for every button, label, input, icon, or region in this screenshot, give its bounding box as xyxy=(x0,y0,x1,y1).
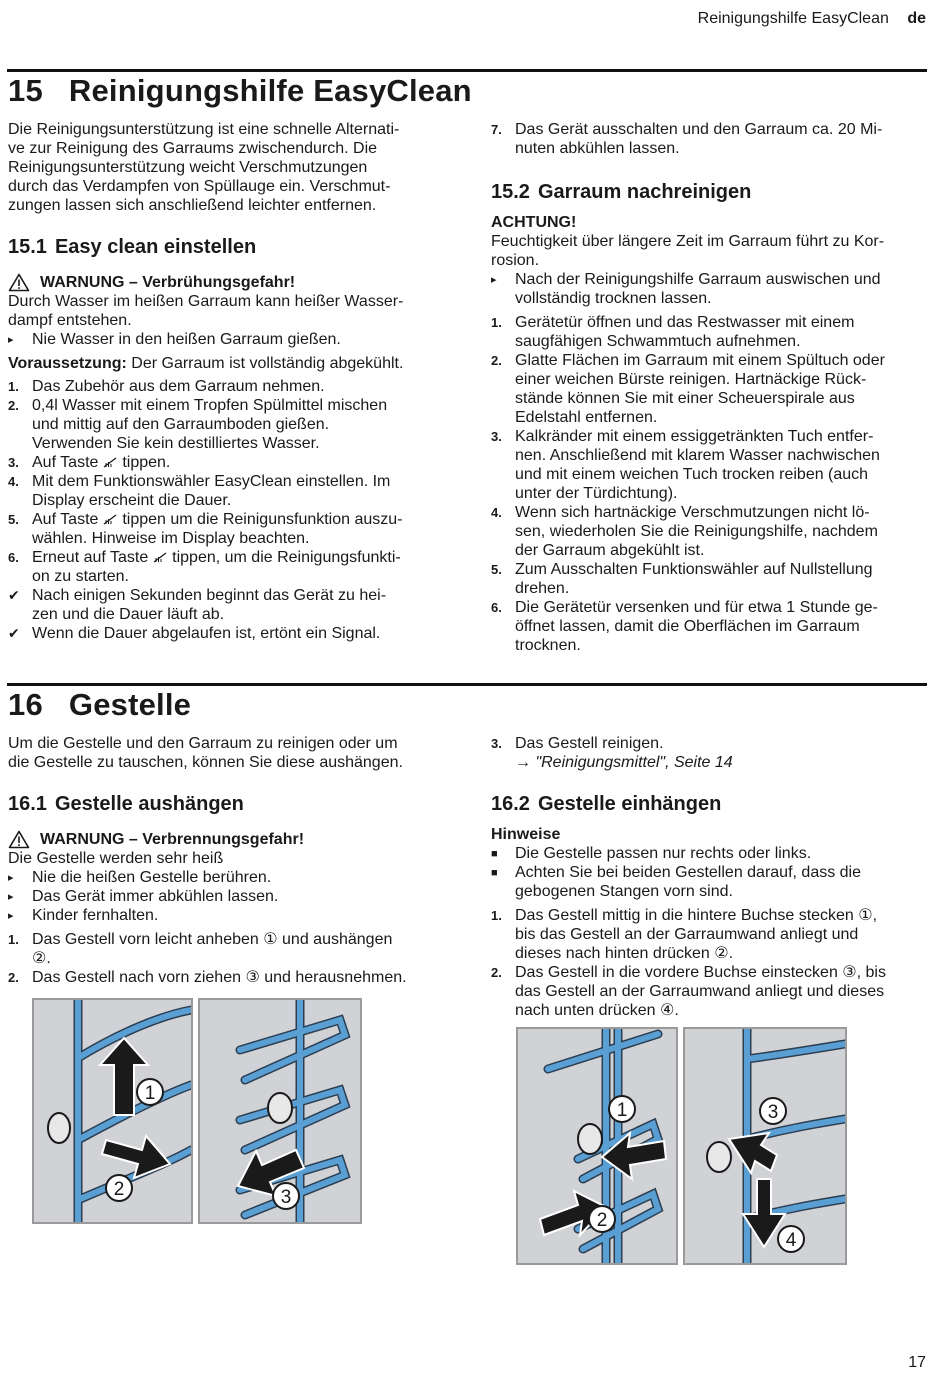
figure-callout: 2 xyxy=(596,1210,608,1231)
bullet-arrow-icon: ▸ xyxy=(8,891,14,903)
intro-line: die Gestelle zu tauschen, können Sie diese aushängen. xyxy=(8,754,403,771)
chapter-title: Gestelle xyxy=(68,687,192,722)
section-number: 15.2 xyxy=(491,181,530,203)
bullet-square-icon: ■ xyxy=(491,867,498,879)
step-text: nach unten drücken ④. xyxy=(515,1002,679,1019)
step-text: Auf Taste xyxy=(32,454,99,471)
note-item xyxy=(491,863,927,901)
warning-triangle-icon xyxy=(8,273,30,292)
chapter-number: 15 xyxy=(8,73,43,108)
step-text: Das Gerät ausschalten und den Garraum ca. 20 Mi- xyxy=(515,121,883,138)
step-text: das Gestell an der Garraumwand anliegt und dieses xyxy=(515,983,885,1000)
chapter-number: 16 xyxy=(8,687,43,722)
note-text: Die Gestelle passen nur rechts oder links. xyxy=(515,845,812,862)
warning-instruction xyxy=(8,887,448,906)
step-item xyxy=(8,510,448,548)
section-title: Gestelle aushängen xyxy=(54,793,244,815)
rack-removal-figure-lift xyxy=(32,998,193,1224)
section-title: Easy clean einstellen xyxy=(54,236,257,258)
chapter-16-heading xyxy=(8,687,191,723)
step-list xyxy=(491,906,927,1020)
instruction-text: Das Gerät immer abkühlen lassen. xyxy=(32,888,279,905)
bullet-arrow-icon: ▸ xyxy=(491,274,497,286)
step-item xyxy=(491,598,927,655)
step-text: nuten abkühlen lassen. xyxy=(515,140,680,157)
step-text: Gerätetür öffnen und das Restwasser mit einem xyxy=(515,314,855,331)
checkmark-icon: ✔ xyxy=(8,625,20,641)
section-16-1-heading xyxy=(8,792,448,816)
rack-install-figure-rear xyxy=(516,1027,678,1265)
warning-triangle-icon xyxy=(8,830,30,849)
step-text: Erneut auf Taste xyxy=(32,549,149,566)
figure-callout: 4 xyxy=(785,1230,797,1251)
step-text: Das Gestell in die vordere Buchse einstecken ③, bis xyxy=(515,964,886,981)
step-item xyxy=(8,396,448,453)
ch15-left-column xyxy=(8,120,448,643)
section-15-2-heading xyxy=(491,180,927,204)
ch16-right-column xyxy=(491,734,927,1020)
step-text: ②. xyxy=(32,950,51,967)
figure-callout: 2 xyxy=(113,1179,125,1200)
step-number: 5. xyxy=(8,512,19,527)
step-number: 2. xyxy=(491,965,502,980)
step-item xyxy=(491,120,927,158)
chapter-rule xyxy=(7,683,927,686)
note-text: gebogenen Stangen vorn sind. xyxy=(515,883,733,900)
step-number: 1. xyxy=(8,379,19,394)
step-text: Wenn sich hartnäckige Verschmutzungen nicht lö- xyxy=(515,504,870,521)
step-list xyxy=(491,313,927,655)
step-number: 1. xyxy=(8,932,19,947)
section-title: Gestelle einhängen xyxy=(537,793,722,815)
step-text: wählen. Hinweise im Display beachten. xyxy=(32,530,310,547)
step-text: Edelstahl entfernen. xyxy=(515,409,658,426)
step-text: und mit einem weichen Tuch trocken reiben (auch xyxy=(515,466,869,483)
step-text: unter der Türdichtung). xyxy=(515,485,678,502)
prerequisite xyxy=(8,354,448,373)
step-text: drehen. xyxy=(515,580,570,597)
warning-heading xyxy=(8,830,448,849)
step-item xyxy=(491,313,927,351)
caution-label: ACHTUNG! xyxy=(491,214,577,231)
step-text: Das Gestell mittig in die hintere Buchse stecken ①, xyxy=(515,907,878,924)
bullet-arrow-icon: ▸ xyxy=(8,872,14,884)
step-text: Das Gestell vorn leicht anheben ① und aushängen xyxy=(32,931,393,948)
step-text: sen, wiederholen Sie die Reinigungshilfe, nachdem xyxy=(515,523,878,540)
step-text: Das Zubehör aus dem Garraum nehmen. xyxy=(32,378,325,395)
step-text: tippen um die Reinigunsfunktion auszu- xyxy=(122,511,403,528)
step-item xyxy=(8,968,448,987)
header-title: Reinigungshilfe EasyClean xyxy=(697,10,889,27)
bullet-square-icon: ■ xyxy=(491,848,498,860)
step-number: 3. xyxy=(491,429,502,444)
step-text: bis das Gestell an der Garraumwand anliegt und xyxy=(515,926,859,943)
step-text: tippen. xyxy=(122,454,171,471)
rack-install-figure-front xyxy=(683,1027,847,1265)
warning-instruction xyxy=(8,906,448,925)
instruction-text: Nach der Reinigungshilfe Garraum auswischen und xyxy=(515,271,881,288)
step-number: 2. xyxy=(491,353,502,368)
step-number: 3. xyxy=(8,455,19,470)
step-text: Auf Taste xyxy=(32,511,99,528)
step-item xyxy=(8,377,448,396)
prereq-text: Der Garraum ist vollständig abgekühlt. xyxy=(131,355,404,372)
step-number: 4. xyxy=(491,505,502,520)
page-number: 17 xyxy=(908,1354,926,1371)
instruction-text: Nie die heißen Gestelle berühren. xyxy=(32,869,272,886)
step-number: 6. xyxy=(491,600,502,615)
step-text: Verwenden Sie kein destilliertes Wasser. xyxy=(32,435,320,452)
step-text: Kalkränder mit einem essiggetränkten Tuch entfer- xyxy=(515,428,874,445)
step-number: 3. xyxy=(491,736,502,751)
intro-line: zungen lassen sich anschließend leichter entfernen. xyxy=(8,197,377,214)
section-16-2-heading xyxy=(491,792,927,816)
step-item xyxy=(8,453,448,472)
step-text: Display erscheint die Dauer. xyxy=(32,492,232,509)
step-item xyxy=(491,963,927,1020)
rack-illustration xyxy=(518,1029,676,1263)
result-text: Nach einigen Sekunden beginnt das Gerät zu hei- xyxy=(32,587,387,604)
step-number: 7. xyxy=(491,122,502,137)
step-text: on zu starten. xyxy=(32,568,129,585)
instruction-text: Kinder fernhalten. xyxy=(32,907,159,924)
running-header xyxy=(698,10,926,28)
step-number: 4. xyxy=(8,474,19,489)
warning-instruction xyxy=(8,330,448,349)
rack-illustration xyxy=(34,1000,191,1222)
step-item xyxy=(491,560,927,598)
warning-text: Die Gestelle werden sehr heiß xyxy=(8,850,224,867)
section-number: 15.1 xyxy=(8,236,47,258)
section-number: 16.1 xyxy=(8,793,47,815)
step-text: und mittig auf den Garraumboden gießen. xyxy=(32,416,330,433)
step-item xyxy=(491,734,927,772)
instruction-text: vollständig trocknen lassen. xyxy=(515,290,712,307)
chapter-title: Reinigungshilfe EasyClean xyxy=(68,73,472,108)
step-text: Das Gestell nach vorn ziehen ③ und herausnehmen. xyxy=(32,969,407,986)
figure-callout: 3 xyxy=(767,1102,779,1123)
step-item xyxy=(491,427,927,503)
figure-callout: 1 xyxy=(144,1083,156,1104)
step-number: 2. xyxy=(8,398,19,413)
step-text: 0,4l Wasser mit einem Tropfen Spülmittel mischen xyxy=(32,397,388,414)
easyclean-key-icon xyxy=(153,551,168,563)
step-text: tippen, um die Reinigungsfunkti- xyxy=(172,549,401,566)
step-item xyxy=(491,906,927,963)
step-item xyxy=(491,351,927,427)
step-number: 1. xyxy=(491,315,502,330)
step-text: Das Gestell reinigen. xyxy=(515,735,664,752)
section-title: Garraum nachreinigen xyxy=(537,181,752,203)
easyclean-key-icon xyxy=(103,513,118,525)
easyclean-key-icon xyxy=(103,456,118,468)
figure-callout: 3 xyxy=(280,1187,292,1208)
step-item xyxy=(8,930,448,968)
rack-removal-figure-pull xyxy=(198,998,362,1224)
notes-label: Hinweise xyxy=(491,826,561,843)
warning-instruction xyxy=(8,868,448,887)
note-text: Achten Sie bei beiden Gestellen darauf, dass die xyxy=(515,864,862,881)
section-number: 16.2 xyxy=(491,793,530,815)
warning-label: WARNUNG – Verbrennungsgefahr! xyxy=(40,831,305,848)
step-text: Die Gerätetür versenken und für etwa 1 Stunde ge- xyxy=(515,599,878,616)
step-text: nen. Anschließend mit klarem Wasser nachwischen xyxy=(515,447,880,464)
prereq-label: Voraussetzung: xyxy=(8,355,127,372)
instruction-text: Nie Wasser in den heißen Garraum gießen. xyxy=(32,331,341,348)
step-text: dieses nach hinten drücken ②. xyxy=(515,945,734,962)
step-text: Glatte Flächen im Garraum mit einem Spültuch oder xyxy=(515,352,885,369)
step-text: stände können Sie mit einer Scheuerspirale aus xyxy=(515,390,855,407)
result-item xyxy=(8,586,448,624)
step-text: trocknen. xyxy=(515,637,581,654)
warning-heading xyxy=(8,273,448,292)
warning-text: dampf entstehen. xyxy=(8,312,132,329)
caution-instruction xyxy=(491,270,927,308)
ch15-right-column xyxy=(491,120,927,655)
step-item xyxy=(8,548,448,586)
rack-illustration xyxy=(200,1000,360,1222)
header-lang: de xyxy=(907,10,926,27)
caution-text: rosion. xyxy=(491,252,540,269)
cross-reference-link[interactable]: → "Reinigungsmittel", Seite 14 xyxy=(515,754,733,771)
step-text: Mit dem Funktionswähler EasyClean einstellen. Im xyxy=(32,473,391,490)
step-text: einer weichen Bürste reinigen. Hartnäckige Rück- xyxy=(515,371,867,388)
chapter-rule xyxy=(7,69,927,72)
step-text: der Garraum abgekühlt ist. xyxy=(515,542,705,559)
intro-line: durch das Verdampfen von Spüllauge ein. Verschmut- xyxy=(8,178,391,195)
step-list xyxy=(8,377,448,643)
step-number: 6. xyxy=(8,550,19,565)
step-text: Zum Ausschalten Funktionswähler auf Nullstellung xyxy=(515,561,873,578)
result-text: Wenn die Dauer abgelaufen ist, ertönt ein Signal. xyxy=(32,625,381,642)
step-number: 1. xyxy=(491,908,502,923)
note-item xyxy=(491,844,927,863)
step-number: 5. xyxy=(491,562,502,577)
section-15-1-heading xyxy=(8,235,448,259)
ch16-left-column xyxy=(8,734,448,987)
intro-line: ve zur Reinigung des Garraums zwischendurch. Die xyxy=(8,140,378,157)
bullet-arrow-icon: ▸ xyxy=(8,910,14,922)
checkmark-icon: ✔ xyxy=(8,587,20,603)
warning-label: WARNUNG – Verbrühungsgefahr! xyxy=(40,274,296,291)
step-number: 2. xyxy=(8,970,19,985)
intro-line: Reinigungsunterstützung weicht Verschmutzungen xyxy=(8,159,368,176)
bullet-arrow-icon: ▸ xyxy=(8,334,14,346)
rack-illustration xyxy=(685,1029,845,1263)
intro-line: Die Reinigungsunterstützung ist eine schnelle Alternati- xyxy=(8,121,400,138)
figure-callout: 1 xyxy=(616,1100,628,1121)
step-item xyxy=(8,472,448,510)
chapter-15-heading xyxy=(8,73,472,109)
result-text: zen und die Dauer läuft ab. xyxy=(32,606,225,623)
step-item xyxy=(491,503,927,560)
step-list xyxy=(8,930,448,987)
caution-text: Feuchtigkeit über längere Zeit im Garraum führt zu Kor- xyxy=(491,233,885,250)
step-text: öffnet lassen, damit die Oberflächen im Garraum xyxy=(515,618,860,635)
warning-text: Durch Wasser im heißen Garraum kann heißer Wasser- xyxy=(8,293,404,310)
step-text: saugfähigen Schwammtuch aufnehmen. xyxy=(515,333,801,350)
result-item xyxy=(8,624,448,643)
intro-line: Um die Gestelle und den Garraum zu reinigen oder um xyxy=(8,735,398,752)
